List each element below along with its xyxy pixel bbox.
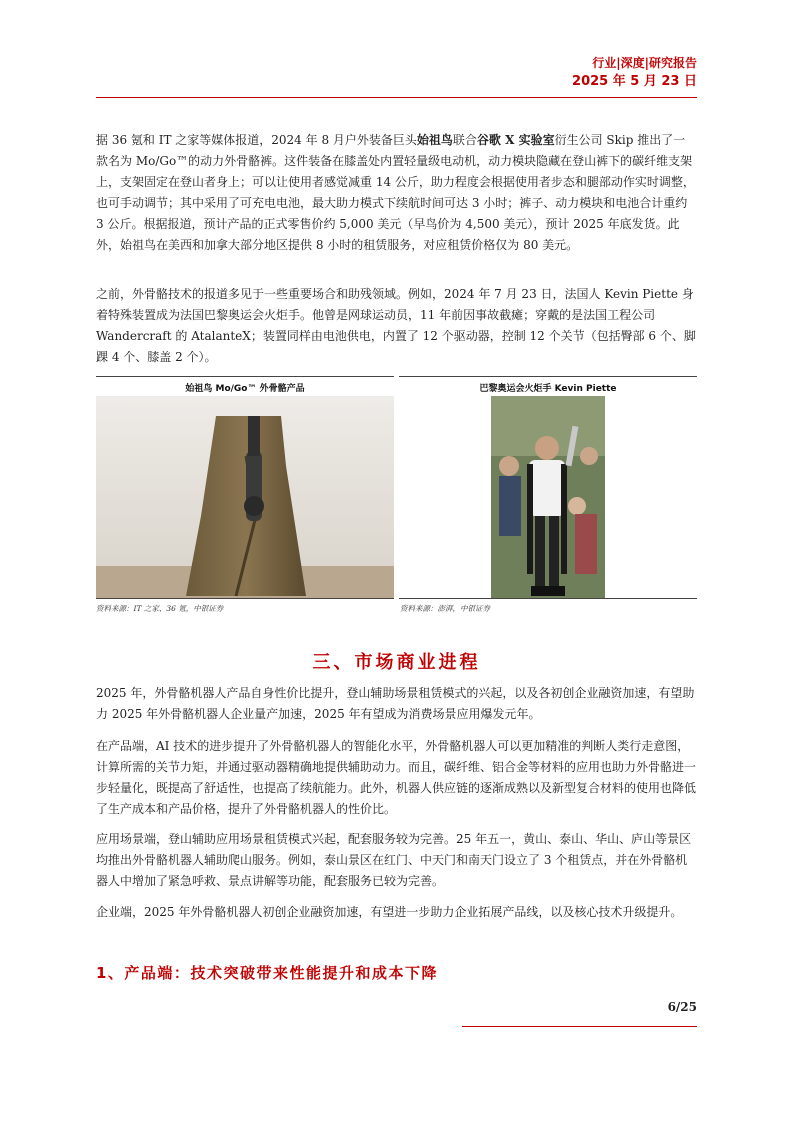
p4-text: 在产品端，AI 技术的进步提升了外骨骼机器人的智能化水平，外骨骼机器人可以更加精准的判断人类行走意图，计算所需的关节力矩，并通过驱动器精确地提供辅助动力。而且，碳纤维、铝合金等材料的应用也助力外骨骼进一步轻量化，既提高了舒适性，也提高了续航能力。此外，机器人供应链的逐渐成熟以及新型复合材料的使用也降低了生产成本和产品价格，提升了外骨骼机器人的性价比。	[96, 739, 697, 816]
paragraph-6	[96, 902, 697, 923]
torchbearer-photo	[399, 396, 697, 598]
header-meta	[572, 54, 697, 92]
paragraph-3	[96, 683, 697, 725]
p2-text: 之前，外骨骼技术的报道多见于一些重要场合和助残领域。例如，2024 年 7 月 23 日，法国人 Kevin Piette 身着特殊装置成为法国巴黎奥运会火炬手。他曾是网球运动员，11 年前因事故截瘫；穿戴的是法国工程公司 Wandercraft 的 AtalanteX；装置同样由电池供电，内置了 12 个驱动器，控制 12 个关节（包括臀部 6 个、脚踝 4 个、膝盖 2 个）。	[96, 287, 696, 364]
report-date: 2025 年 5 月 23 日	[572, 74, 697, 89]
paragraph-2	[96, 284, 697, 368]
p1-text-a: 据 36 氪和 IT 之家等媒体报道，2024 年 8 月户外装备巨头	[96, 133, 417, 147]
figure-right-caption: 巴黎奥运会火炬手 Kevin Piette	[479, 384, 617, 394]
subsection-heading: 1、产品端：技术突破带来性能提升和成本下降	[96, 964, 438, 982]
section-heading: 三、市场商业进程	[312, 652, 481, 673]
figure-right	[399, 376, 697, 599]
footer-divider	[462, 1026, 697, 1027]
p3-text: 2025 年，外骨骼机器人产品自身性价比提升，登山辅助场景租赁模式的兴起，以及各初创企业融资加速，有望助力 2025 年外骨骼机器人企业量产加速，2025 年有望成为消费场景应用爆发元年。	[96, 686, 695, 721]
p1-text-d: 衍生公司 Skip 推出了一款名为 Mo/Go™的动力外骨骼裤。这件装备在膝盖处内置轻量级电动机，动力模块隐藏在登山裤下的碳纤维支架上，支架固定在登山者身上；可以让使用者感觉减重 14 公斤，助力程度会根据使用者步态和腿部动作实时调整，也可手动调节；其中采用了可充电电池，最大助力模式下续航时间可达 3 小时；裤子、动力模块和电池合计重约 3 公斤。根据报道，预计产品的正式零售价约 5,000 美元（早鸟价为 4,500 美元），预计 2025 年底发货。此外，始祖鸟在美西和加拿大部分地区提供 8 小时的租赁服务，对应租赁价格仅为 80 美元。	[96, 133, 695, 252]
paragraph-1	[96, 130, 697, 256]
figure-right-source: 资料来源：澎湃，中银证券	[400, 604, 490, 613]
figure-left	[96, 376, 394, 599]
p5-text: 应用场景端，登山辅助应用场景租赁模式兴起，配套服务较为完善。25 年五一，黄山、泰山、华山、庐山等景区均推出外骨骼机器人辅助爬山服务。例如，泰山景区在红门、中天门和南天门设立了 3 个租赁点，并在外骨骼机器人中增加了紧急呼救、景点讲解等功能，配套服务已较为完善。	[96, 832, 692, 888]
p1-brand-googlex: 谷歌 X 实验室	[476, 133, 555, 147]
p1-brand-arcteryx: 始祖鸟	[416, 133, 453, 147]
figure-right-image	[399, 396, 697, 598]
figure-left-source: 资料来源：IT 之家、36 氪，中银证券	[96, 604, 224, 613]
paragraph-4	[96, 736, 697, 820]
report-category: 行业|深度|研究报告	[592, 56, 697, 70]
figure-left-image	[96, 396, 394, 598]
exoskeleton-pants-photo	[96, 396, 394, 598]
figure-left-caption: 始祖鸟 Mo/Go™ 外骨骼产品	[185, 384, 305, 394]
header-divider	[96, 97, 697, 98]
paragraph-5	[96, 829, 697, 892]
p1-text-c: 联合	[452, 133, 477, 147]
page-number: 6/25	[667, 1000, 697, 1014]
p6-text: 企业端，2025 年外骨骼机器人初创企业融资加速，有望进一步助力企业拓展产品线，以及核心技术升级提升。	[96, 905, 683, 919]
